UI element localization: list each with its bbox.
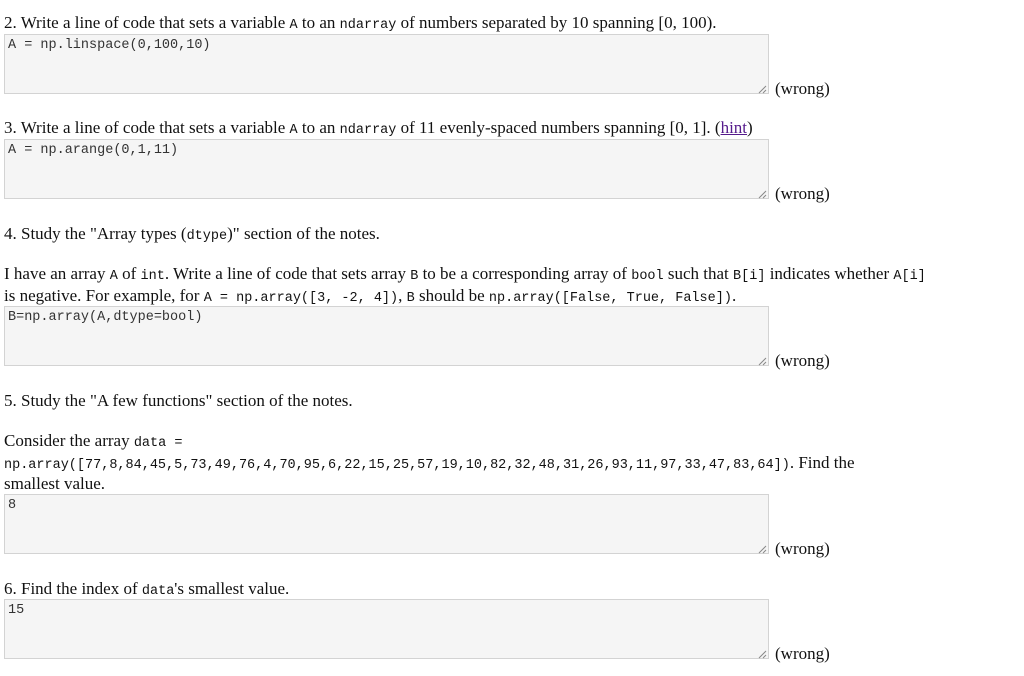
resize-handle-icon[interactable] [757, 544, 767, 554]
resize-handle-icon[interactable] [757, 84, 767, 94]
q5-intro: 5. Study the "A few functions" section of the notes. [4, 391, 353, 410]
q3-hint-link[interactable]: hint [720, 118, 748, 137]
q5-prompt-line2: np.array([77,8,84,45,5,73,49,76,4,70,95,6,22,15,25,57,19,10,82,32,48,31,26,93,11,97,33,47,83,64]). Find the [4, 453, 855, 473]
q5-prompt-line1: Consider the array data = [4, 431, 183, 451]
q4-intro: 4. Study the "Array types (dtype)" section of the notes. [4, 224, 380, 244]
q2-code-type: ndarray [339, 18, 397, 33]
q4-feedback: (wrong) [775, 351, 830, 370]
resize-handle-icon[interactable] [757, 189, 767, 199]
q6-prompt: 6. Find the index of data's smallest value. [4, 579, 290, 599]
q5-prompt-line3: smallest value. [4, 474, 106, 493]
q5-data-array: np.array([77,8,84,45,5,73,49,76,4,70,95,6,22,15,25,57,19,10,82,32,48,31,26,93,11,97,33,47,83,64]) [4, 458, 790, 473]
q3-code-var: A [289, 123, 298, 138]
q3-answer-input[interactable] [4, 139, 769, 199]
q2-answer-input[interactable] [4, 34, 769, 94]
q6-answer-input[interactable] [4, 599, 769, 659]
q4-answer-input[interactable] [4, 306, 769, 366]
q5-feedback: (wrong) [775, 539, 830, 558]
q4-prompt-line1: I have an array A of int. Write a line of code that sets array B to be a corresponding array of bool such that B[i] indicates whether A[i] [4, 264, 926, 284]
resize-handle-icon[interactable] [757, 649, 767, 659]
resize-handle-icon[interactable] [757, 356, 767, 366]
q2-code-var: A [289, 18, 298, 33]
q3-feedback: (wrong) [775, 184, 830, 203]
q5-answer-input[interactable] [4, 494, 769, 554]
q2-feedback: (wrong) [775, 79, 830, 98]
q3-code-type: ndarray [339, 123, 397, 138]
q6-feedback: (wrong) [775, 644, 830, 663]
q4-prompt-line2: is negative. For example, for A = np.array([3, -2, 4]), B should be np.array([False, True, False]). [4, 286, 737, 306]
q2-prompt: 2. Write a line of code that sets a variable A to an ndarray of numbers separated by 10 spanning [0, 100). [4, 13, 717, 33]
q3-prompt: 3. Write a line of code that sets a variable A to an ndarray of 11 evenly-spaced numbers spanning [0, 1]. (hint) [4, 118, 753, 138]
